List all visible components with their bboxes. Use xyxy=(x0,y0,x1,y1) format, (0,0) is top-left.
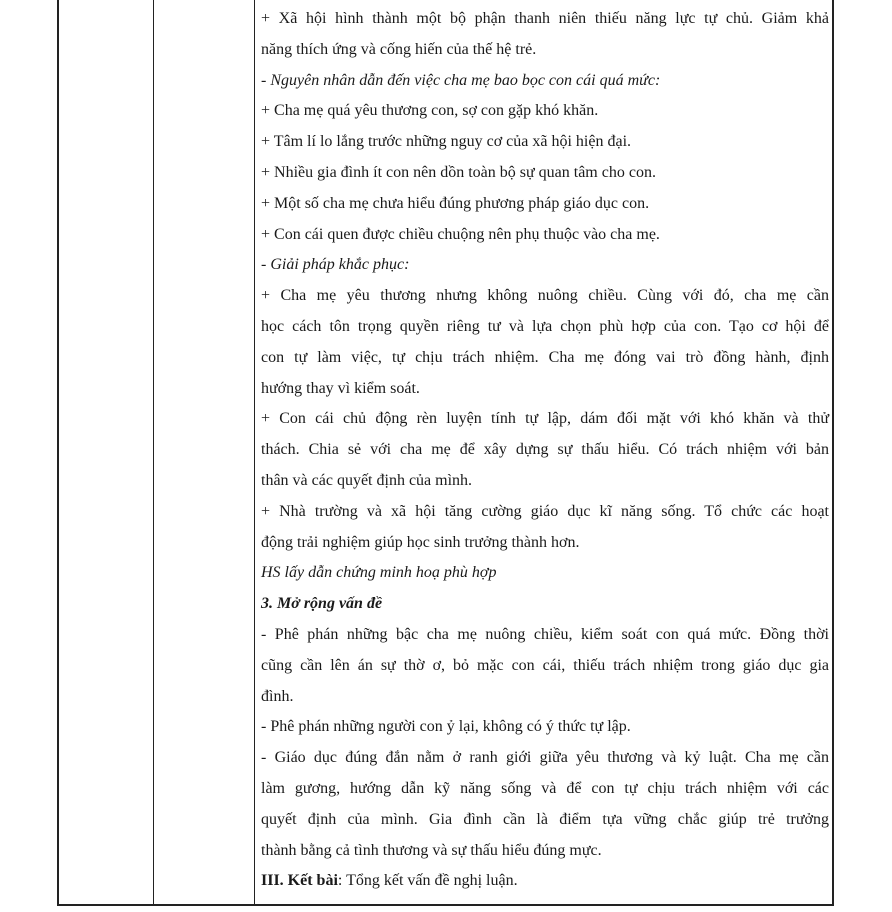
text-line: + Một số cha mẹ chưa hiểu đúng phương pháp giáo dục con. xyxy=(261,194,650,212)
conclusion-text: : Tổng kết vấn đề nghị luận. xyxy=(337,872,518,890)
text-line: làm gương, hướng dẫn kỹ năng sống và để con tự chịu trách nhiệm với các xyxy=(261,779,829,797)
text-line: - Giáo dục đúng đắn nằm ở ranh giới giữa yêu thương và kỷ luật. Cha mẹ cần xyxy=(261,749,829,767)
text-line: thành bằng cả tình thương và sự thấu hiểu đúng mực. xyxy=(261,841,602,859)
text-line: - Nguyên nhân dẫn đến việc cha mẹ bao bọc con cái quá mức: xyxy=(261,71,661,89)
text-line: động trải nghiệm giúp học sinh trưởng thành hơn. xyxy=(261,533,580,551)
text-line: đình. xyxy=(261,687,294,705)
answer-content-cell xyxy=(261,4,829,897)
text-line: HS lấy dẫn chứng minh hoạ phù hợp xyxy=(261,564,497,582)
text-line: hướng thay vì kiểm soát. xyxy=(261,379,420,397)
text-line: + Xã hội hình thành một bộ phận thanh niên thiếu năng lực tự chủ. Giảm khả xyxy=(261,10,829,27)
text-line: + Cha mẹ quá yêu thương con, sợ con gặp khó khăn. xyxy=(261,102,599,120)
text-line: thân và các quyết định của mình. xyxy=(261,471,473,489)
text-line: + Cha mẹ yêu thương nhưng không nuông chiều. Cùng với đó, cha mẹ cần xyxy=(261,287,829,305)
conclusion-line xyxy=(261,866,829,897)
text-line: cũng cần lên án sự thờ ơ, bỏ mặc con cái, thiếu trách nhiệm trong giáo dục gia xyxy=(261,656,829,674)
text-line: + Nhà trường và xã hội tăng cường giáo dục kĩ năng sống. Tổ chức các hoạt xyxy=(261,502,829,520)
text-line: năng thích ứng và cống hiến của thế hệ trẻ. xyxy=(261,40,537,58)
column-divider xyxy=(254,0,255,904)
text-line: + Con cái quen được chiều chuộng nên phụ thuộc vào cha mẹ. xyxy=(261,225,660,243)
text-line: - Phê phán những bậc cha mẹ nuông chiều, kiểm soát con quá mức. Đồng thời xyxy=(261,625,829,643)
text-line: 3. Mở rộng vấn đề xyxy=(261,595,383,613)
text-line: + Con cái chủ động rèn luyện tính tự lập, dám đối mặt với khó khăn và thử xyxy=(261,410,829,428)
text-line: + Tâm lí lo lắng trước những nguy cơ của xã hội hiện đại. xyxy=(261,133,632,151)
text-line: học cách tôn trọng quyền riêng tư và lựa chọn phù hợp của con. Tạo cơ hội để xyxy=(261,317,829,335)
text-line: + Nhiều gia đình ít con nên dồn toàn bộ sự quan tâm cho con. xyxy=(261,163,656,181)
text-line: - Giải pháp khắc phục: xyxy=(261,256,410,274)
text-line: - Phê phán những người con ỷ lại, không có ý thức tự lập. xyxy=(261,718,631,736)
text-line: quyết định của mình. Gia đình cần là điểm tựa vững chắc giúp trẻ trưởng xyxy=(261,810,829,828)
text-line: thách. Chia sẻ với cha mẹ để xây dựng sự thấu hiểu. Có trách nhiệm với bản xyxy=(261,441,829,459)
column-divider xyxy=(153,0,154,904)
text-line: con tự làm việc, tự chịu trách nhiệm. Cha mẹ đóng vai trò đồng hành, định xyxy=(261,348,829,366)
conclusion-heading: III. Kết bài xyxy=(261,872,338,890)
